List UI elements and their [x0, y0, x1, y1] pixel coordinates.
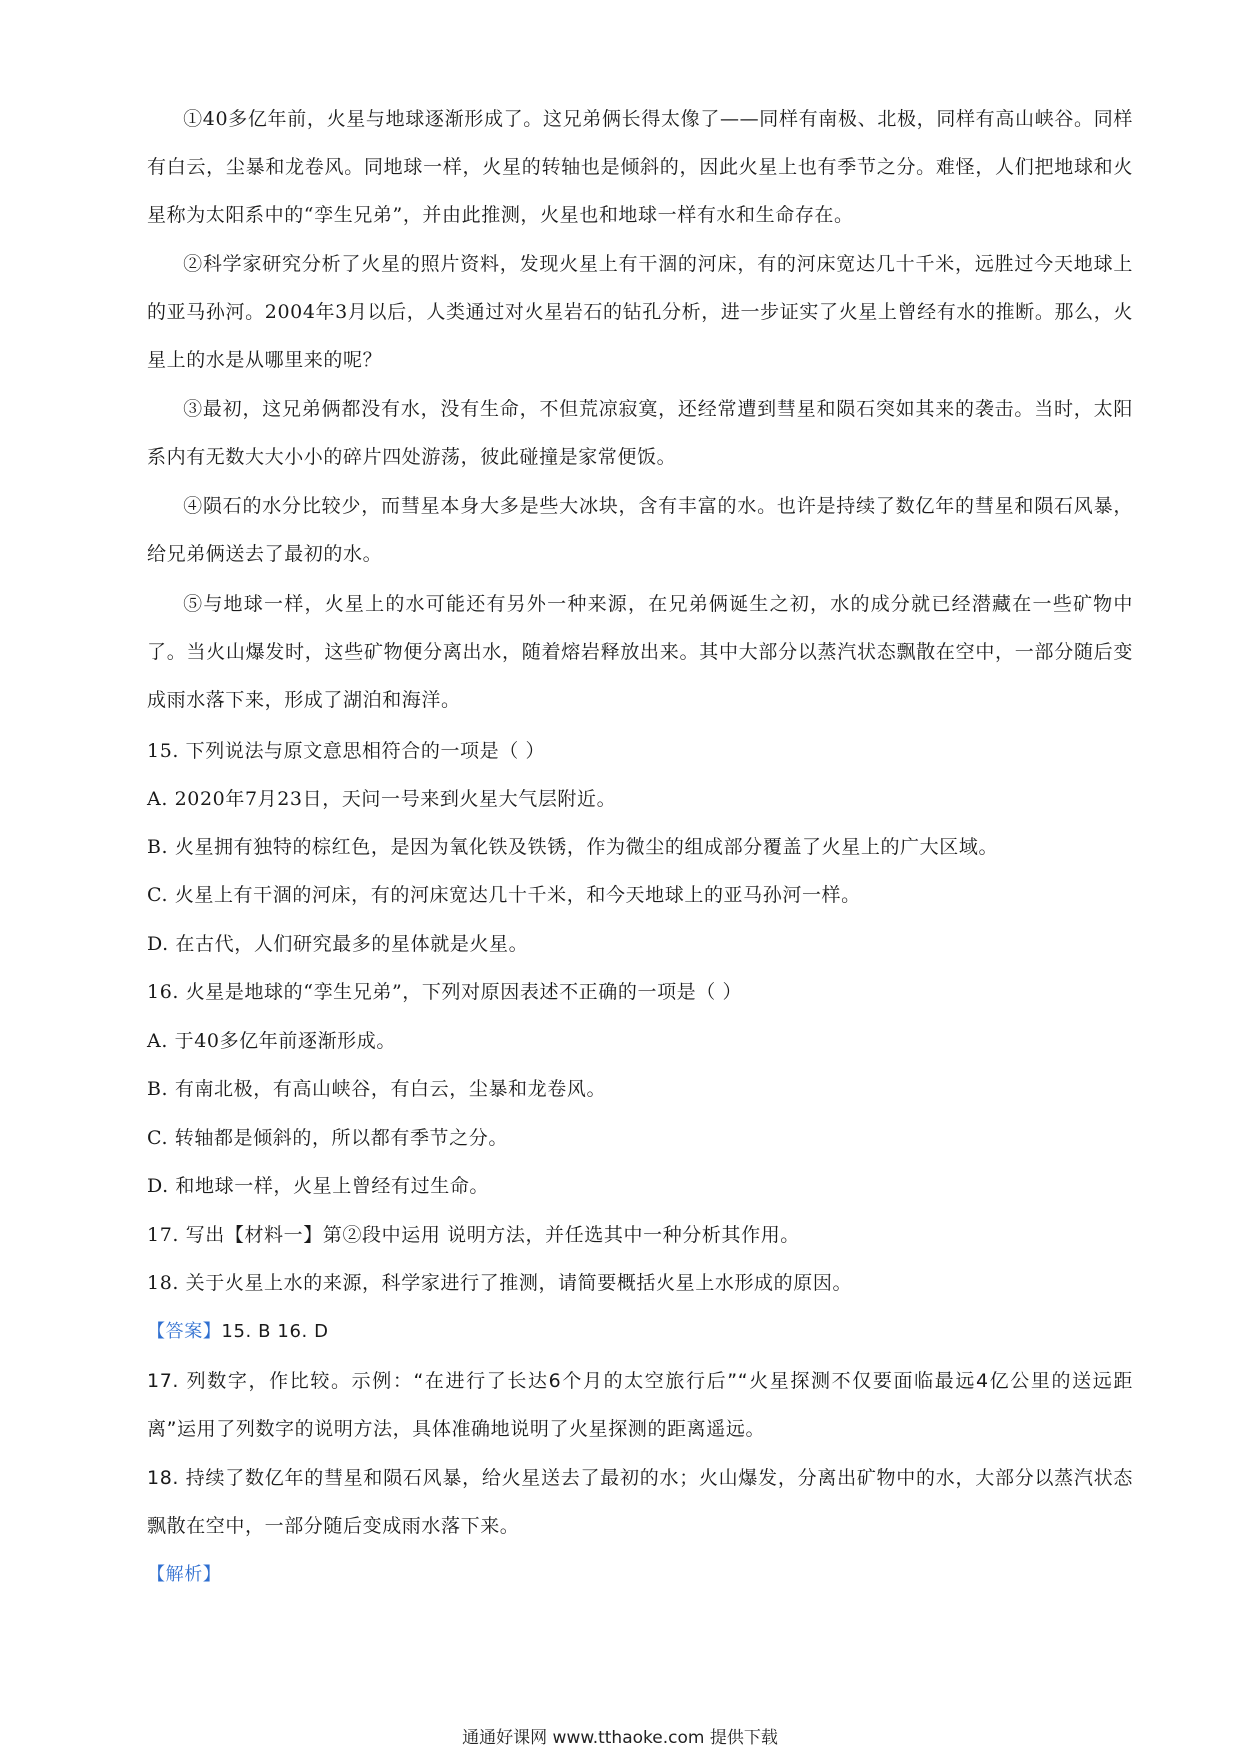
analysis-line	[147, 1551, 1133, 1599]
answer-choices: 15. B 16. D	[221, 1321, 329, 1342]
question-16-stem: 16. 火星是地球的“孪生兄弟”，下列对原因表述不正确的一项是（ ）	[147, 981, 743, 1003]
analysis-tag: 【解析】	[147, 1564, 222, 1585]
answer-choices-line	[147, 1308, 1133, 1356]
answer-17: 17. 列数字，作比较。示例：“在进行了长达6个月的太空旅行后”“火星探测不仅要面临最远4亿公里的送远距离”运用了列数字的说明方法，具体准确地说明了火星探测的距离遥远。	[147, 1370, 1133, 1440]
answer-tag: 【答案】	[147, 1321, 222, 1342]
passage-paragraph-4: ④陨石的水分比较少，而彗星本身大多是些大冰块，含有丰富的水。也许是持续了数亿年的彗星和陨石风暴，给兄弟俩送去了最初的水。	[147, 495, 1133, 565]
passage-paragraph-2: ②科学家研究分析了火星的照片资料，发现火星上有干涸的河床，有的河床宽达几十千米，远胜过今天地球上的亚马孙河。2004年3月以后，人类通过对火星岩石的钻孔分析，进一步证实了火星上曾经有水的推断。那么，火星上的水是从哪里来的呢？	[147, 253, 1133, 371]
passage-paragraph-5: ⑤与地球一样，火星上的水可能还有另外一种来源，在兄弟俩诞生之初，水的成分就已经潜藏在一些矿物中了。当火山爆发时，这些矿物便分离出水，随着熔岩释放出来。其中大部分以蒸汽状态飘散在空中，一部分随后变成雨水落下来，形成了湖泊和海洋。	[147, 593, 1133, 711]
question-18-stem: 18. 关于火星上水的来源，科学家进行了推测，请简要概括火星上水形成的原因。	[147, 1272, 853, 1294]
question-15-stem: 15. 下列说法与原文意思相符合的一项是（ ）	[147, 740, 546, 762]
question-16-option-b: B. 有南北极，有高山峡谷，有白云，尘暴和龙卷风。	[147, 1078, 607, 1100]
question-15-option-d: D. 在古代，人们研究最多的星体就是火星。	[147, 933, 529, 955]
question-16-option-c: C. 转轴都是倾斜的，所以都有季节之分。	[147, 1127, 508, 1149]
passage-paragraph-1: ①40多亿年前，火星与地球逐渐形成了。这兄弟俩长得太像了——同样有南极、北极，同样有高山峡谷。同样有白云，尘暴和龙卷风。同地球一样，火星的转轴也是倾斜的，因此火星上也有季节之分。难怪，人们把地球和火星称为太阳系中的“孪生兄弟”，并由此推测，火星也和地球一样有水和生命存在。	[147, 108, 1133, 226]
page-footer: 通通好课网 www.tthaoke.com 提供下载	[462, 1728, 778, 1748]
question-15-option-a: A. 2020年7月23日，天问一号来到火星大气层附近。	[147, 788, 617, 810]
question-16-option-d: D. 和地球一样，火星上曾经有过生命。	[147, 1175, 490, 1197]
question-15-option-b: B. 火星拥有独特的棕红色，是因为氧化铁及铁锈，作为微尘的组成部分覆盖了火星上的广大区域。	[147, 836, 999, 858]
question-17-stem: 17. 写出【材料一】第②段中运用 说明方法，并任选其中一种分析其作用。	[147, 1224, 800, 1246]
question-15-option-c: C. 火星上有干涸的河床，有的河床宽达几十千米，和今天地球上的亚马孙河一样。	[147, 884, 861, 906]
question-16-option-a: A. 于40多亿年前逐渐形成。	[147, 1030, 396, 1052]
passage-paragraph-3: ③最初，这兄弟俩都没有水，没有生命，不但荒凉寂寞，还经常遭到彗星和陨石突如其来的袭击。当时，太阳系内有无数大大小小的碎片四处游荡，彼此碰撞是家常便饭。	[147, 398, 1133, 468]
answer-18: 18. 持续了数亿年的彗星和陨石风暴，给火星送去了最初的水；火山爆发，分离出矿物中的水，大部分以蒸汽状态飘散在空中，一部分随后变成雨水落下来。	[147, 1467, 1133, 1537]
